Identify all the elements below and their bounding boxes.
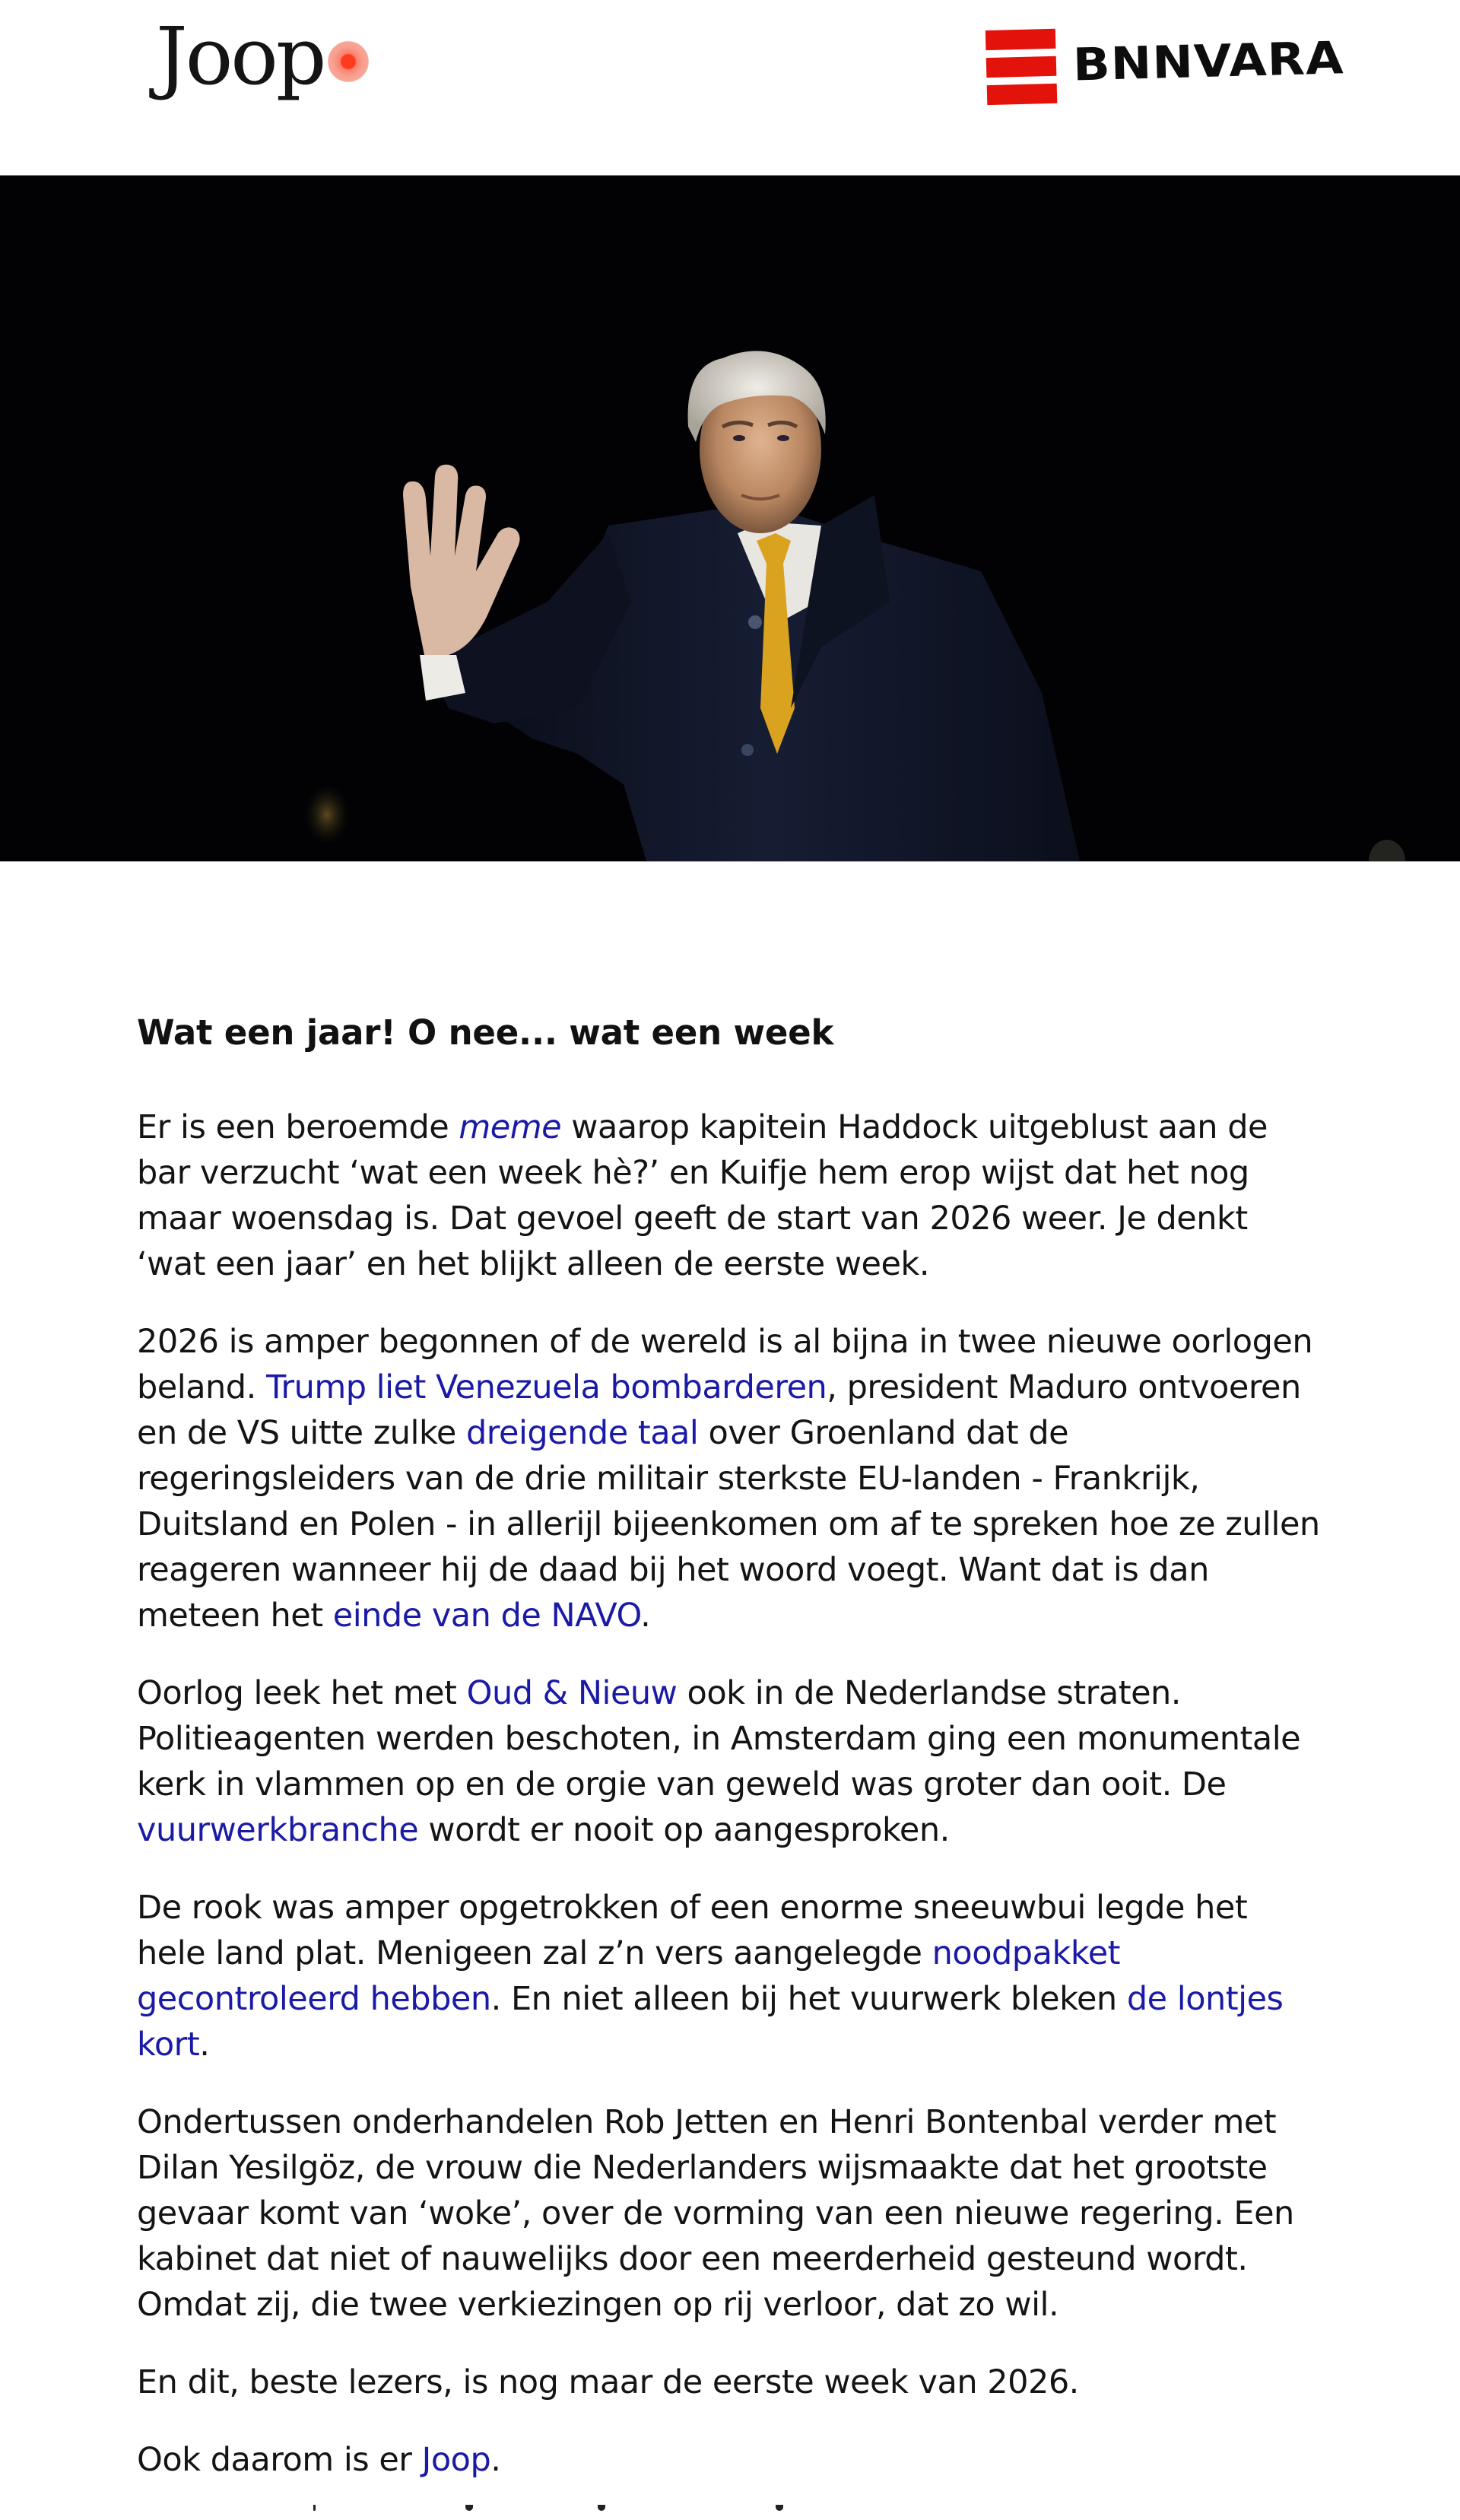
paragraph-text: waarop kapitein Haddock uitgeblust aan de bar verzucht ‘wat een week hè?’ en Kuifje hem erop wijst dat het nog maar woensdag is. Dat gevoel geeft de start van 2026 weer. Je denkt ‘wat een jaar’ en het blijkt alleen de eerste week. — [137, 1108, 1268, 1283]
joop-logo[interactable] — [156, 10, 369, 103]
paragraph-text: Ook daarom is er — [137, 2441, 422, 2479]
paragraph-text: wordt er nooit op aangesproken. — [418, 1811, 950, 1849]
article — [137, 1010, 1323, 2515]
paragraph-text: ook in de Nederlandse straten. Politieagenten werden beschoten, in Amsterdam ging een monumentale kerk in vlammen op en de orgie van geweld was groter dan ooit. De — [137, 1674, 1301, 1803]
joop-dot-icon — [328, 41, 369, 82]
bnnvara-bars-icon — [986, 29, 1058, 105]
hero-image — [0, 175, 1460, 862]
bnnvara-logo[interactable] — [986, 21, 1345, 105]
paragraph-closing — [137, 2437, 1323, 2483]
paragraph-text: . — [199, 2026, 210, 2064]
paragraph-text: . — [640, 1597, 651, 1635]
link-joop[interactable]: Joop — [421, 2441, 491, 2479]
paragraph-text: . En niet alleen bij het vuurwerk bleken — [490, 1980, 1127, 2018]
newsletter-header — [0, 0, 1460, 175]
paragraph-text: 2026 is amper begonnen of de wereld is al bijna in twee nieuwe oorlogen beland. — [137, 1323, 1313, 1406]
paragraph-text: Er is een beroemde — [137, 1108, 459, 1146]
paragraph-text: over Groenland dat de regeringsleiders van de drie militair sterkste EU-landen - Frankrijk, Duitsland en Polen - in allerijl bijeenkomen om af te spreken hoe ze zullen reageren wanneer hij de daad bij het woord voegt. Want dat is dan meteen het — [137, 1414, 1320, 1635]
paragraph-oud-nieuw — [137, 1670, 1323, 1853]
paragraph-eerste-week — [137, 2360, 1323, 2405]
paragraph-text: . — [490, 2441, 501, 2479]
paragraph-text: Ondertussen onderhandelen Rob Jetten en Henri Bontenbal verder met Dilan Yesilgöz, de vrouw die Nederlanders wijsmaakte dat het grootste gevaar komt van ‘woke’, over de vorming van een nieuwe regering. Een kabinet dat niet of nauwelijks door een meerderheid gesteund wordt. Omdat zij, die twee verkiezingen op rij verloor, dat zo wil. — [137, 2103, 1294, 2324]
link-noodpakket[interactable]: noodpakket gecontroleerd hebben — [137, 1934, 1121, 2018]
paragraph-text: , president Maduro ontvoeren en de VS uitte zulke — [137, 1368, 1301, 1452]
paragraph-text: De rook was amper opgetrokken of een enorme sneeuwbui legde het hele land plat. Menigeen zal z’n vers aangelegde — [137, 1889, 1248, 1972]
bnnvara-logo-text: BNNVARA — [1072, 32, 1345, 92]
link-lontjes-kort[interactable]: de lontjes kort — [137, 1980, 1284, 2064]
paragraph-wars — [137, 1319, 1323, 1638]
link-einde-navo[interactable]: einde van de NAVO — [332, 1597, 641, 1635]
link-trump-venezuela[interactable]: Trump liet Venezuela bombarderen — [265, 1368, 827, 1406]
hero-photo-illustration — [0, 176, 1460, 861]
clipped-next-line — [137, 2505, 1323, 2520]
link-vuurwerkbranche[interactable]: vuurwerkbranche — [137, 1811, 419, 1849]
joop-logo-text: Joop — [156, 10, 325, 103]
paragraph-sneeuw — [137, 1885, 1323, 2067]
link-oud-nieuw[interactable]: Oud & Nieuw — [466, 1674, 678, 1712]
link-meme[interactable]: meme — [459, 1108, 562, 1146]
paragraph-formatie — [137, 2099, 1323, 2328]
paragraph-text: Oorlog leek het met — [137, 1674, 467, 1712]
paragraph-intro — [137, 1104, 1323, 1287]
link-dreigende-taal[interactable]: dreigende taal — [465, 1414, 699, 1452]
paragraph-text: En dit, beste lezers, is nog maar de eerste week van 2026. — [137, 2363, 1079, 2401]
article-headline: Wat een jaar! O nee... wat een week — [137, 1012, 834, 1053]
